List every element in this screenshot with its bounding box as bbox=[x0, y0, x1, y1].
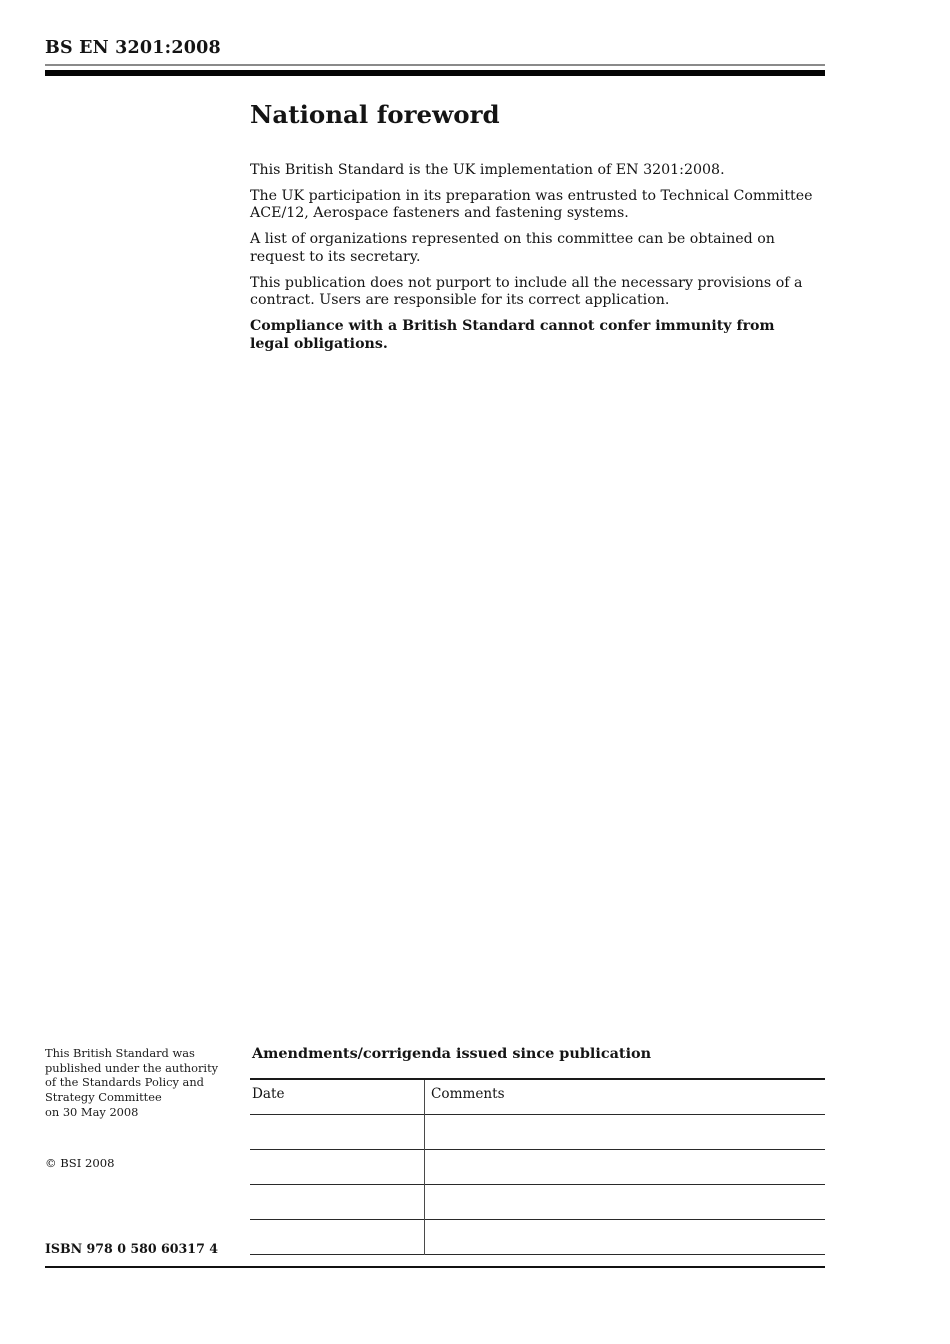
copyright-notice: © BSI 2008 bbox=[45, 1156, 115, 1170]
table-header-row bbox=[250, 1080, 825, 1115]
paragraph-organizations bbox=[250, 231, 850, 266]
paragraph-line: request to its secretary. bbox=[250, 248, 421, 265]
header-thick-rule bbox=[45, 70, 825, 76]
paragraph-participation bbox=[250, 188, 850, 223]
table-cell-date bbox=[250, 1185, 424, 1219]
footer-rule bbox=[45, 1266, 825, 1268]
paragraph-compliance-notice bbox=[250, 318, 850, 353]
amendments-table bbox=[250, 1078, 825, 1255]
column-header-date: Date bbox=[252, 1086, 285, 1102]
paragraph-line: Compliance with a British Standard cannot confer immunity from bbox=[250, 317, 775, 334]
table-column-divider bbox=[424, 1080, 425, 1255]
paragraph-line: legal obligations. bbox=[250, 335, 388, 352]
paragraph-line: A list of organizations represented on this committee can be obtained on bbox=[250, 231, 775, 248]
paragraph-provisions bbox=[250, 275, 850, 310]
header-thin-rule bbox=[45, 64, 825, 66]
publication-authority-note bbox=[45, 1046, 218, 1120]
table-cell-comments bbox=[424, 1220, 825, 1254]
table-cell-date bbox=[250, 1220, 424, 1254]
table-cell-comments bbox=[424, 1185, 825, 1219]
amendments-heading: Amendments/corrigenda issued since publication bbox=[252, 1045, 652, 1062]
page-title: National foreword bbox=[250, 100, 500, 129]
paragraph-line: This British Standard is the UK implementation of EN 3201:2008. bbox=[250, 162, 725, 178]
paragraph-implementation bbox=[250, 162, 850, 180]
authority-line: on 30 May 2008 bbox=[45, 1104, 139, 1119]
table-row bbox=[250, 1220, 825, 1255]
foreword-body bbox=[250, 162, 850, 361]
column-header-comments: Comments bbox=[431, 1086, 505, 1102]
authority-line: Strategy Committee bbox=[45, 1090, 162, 1105]
table-cell-date bbox=[250, 1150, 424, 1184]
paragraph-line: contract. Users are responsible for its correct application. bbox=[250, 292, 670, 309]
table-row bbox=[250, 1185, 825, 1220]
authority-line: published under the authority bbox=[45, 1060, 219, 1075]
table-row bbox=[250, 1115, 825, 1150]
table-cell-date bbox=[250, 1115, 424, 1149]
paragraph-line: This publication does not purport to include all the necessary provisions of a bbox=[250, 274, 803, 291]
isbn-number: ISBN 978 0 580 60317 4 bbox=[45, 1241, 218, 1256]
table-cell-comments bbox=[424, 1150, 825, 1184]
table-row bbox=[250, 1150, 825, 1185]
authority-line: This British Standard was bbox=[45, 1046, 195, 1060]
paragraph-line: The UK participation in its preparation was entrusted to Technical Committee bbox=[250, 187, 813, 204]
table-cell-comments bbox=[424, 1115, 825, 1149]
standard-number: BS EN 3201:2008 bbox=[45, 38, 221, 58]
paragraph-line: ACE/12, Aerospace fasteners and fastening systems. bbox=[250, 205, 629, 222]
authority-line: of the Standards Policy and bbox=[45, 1075, 204, 1090]
